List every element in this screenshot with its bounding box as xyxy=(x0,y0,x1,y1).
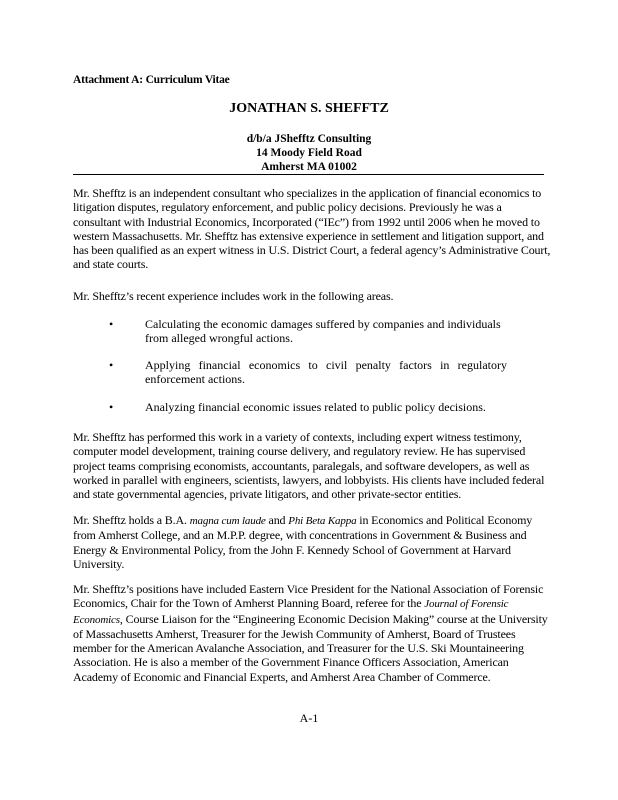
intro-paragraph: Mr. Shefftz is an independent consultant who specializes in the application of financial economics to litigation disputes, regulatory enforcement, and public policy decisions. Previously he was a consultant with Industrial Economics, Incorporated (“IEc”) from 1992 until 2006 when he moved to western Massachusetts. Mr. Shefftz has extensive experience in settlement and litigation support, and has been qualified as an expert witness in U.S. District Court, a federal agency’s Administrative Court, and state courts. xyxy=(73,186,551,272)
education-paragraph xyxy=(73,513,551,571)
journal-title: Journal of Forensic Economics xyxy=(73,598,509,626)
list-item-text: Calculating the economic damages suffered by companies and individuals from alleged wrongful actions. xyxy=(145,317,501,346)
experience-intro: Mr. Shefftz’s recent experience includes work in the following areas. xyxy=(73,289,394,303)
address-block xyxy=(0,132,618,174)
education-text: Mr. Shefftz holds a B.A. xyxy=(73,513,190,527)
education-text: in Economics and Political Economy from Amherst College, and an M.P.P. degree, with concentrations in Government & Business and Energy & Environmental Policy, from the John F. Kennedy School of Government at Harvard University. xyxy=(73,513,533,571)
work-contexts-paragraph: Mr. Shefftz has performed this work in a variety of contexts, including expert witness testimony, computer model development, training course delivery, and regulatory review. He has supervised project teams comprising economists, accountants, paralegals, and software developers, as well as worked in parallel with engineers, scientists, lawyers, and lobbyists. His clients have included federal and state governmental agencies, private litigators, and other private-sector entities. xyxy=(73,430,545,502)
positions-text: , Course Liaison for the “Engineering Economic Decision Making” course at the University of Massachusetts Amherst, Treasurer for the Jewish Community of Amherst, Board of Trustees member for the American Avalanche Association, and Treasurer for the U.S. Ski Mountaineering Association. He is also a member of the Government Finance Officers Association, American Academy of Economic and Financial Experts, and Amherst Area Chamber of Commerce. xyxy=(73,611,548,684)
honors-pbk: Phi Beta Kappa xyxy=(288,515,357,527)
person-name: JONATHAN S. SHEFFTZ xyxy=(229,101,389,116)
street-address: 14 Moody Field Road xyxy=(256,147,362,159)
page-number: A-1 xyxy=(299,711,319,725)
list-item-text: Analyzing financial economic issues related to public policy decisions. xyxy=(145,400,486,414)
business-name: d/b/a JShefftz Consulting xyxy=(246,133,372,145)
attachment-heading: Attachment A: Curriculum Vitae xyxy=(73,74,230,86)
header-divider xyxy=(73,174,544,175)
list-item-text: Applying financial economics to civil penalty factors in regulatory enforcement actions. xyxy=(145,358,507,387)
bullet-icon: • xyxy=(109,317,114,331)
bullet-icon: • xyxy=(109,400,114,414)
positions-text: Mr. Shefftz’s positions have included Eastern Vice President for the National Association of Forensic Economics, Chair for the Town of Amherst Planning Board, referee for the xyxy=(73,582,544,611)
positions-paragraph xyxy=(73,582,551,684)
education-text: and xyxy=(265,513,289,527)
city-state-zip: Amherst MA 01002 xyxy=(261,161,357,173)
bullet-icon: • xyxy=(109,358,114,372)
honors-magna: magna cum laude xyxy=(189,515,266,527)
